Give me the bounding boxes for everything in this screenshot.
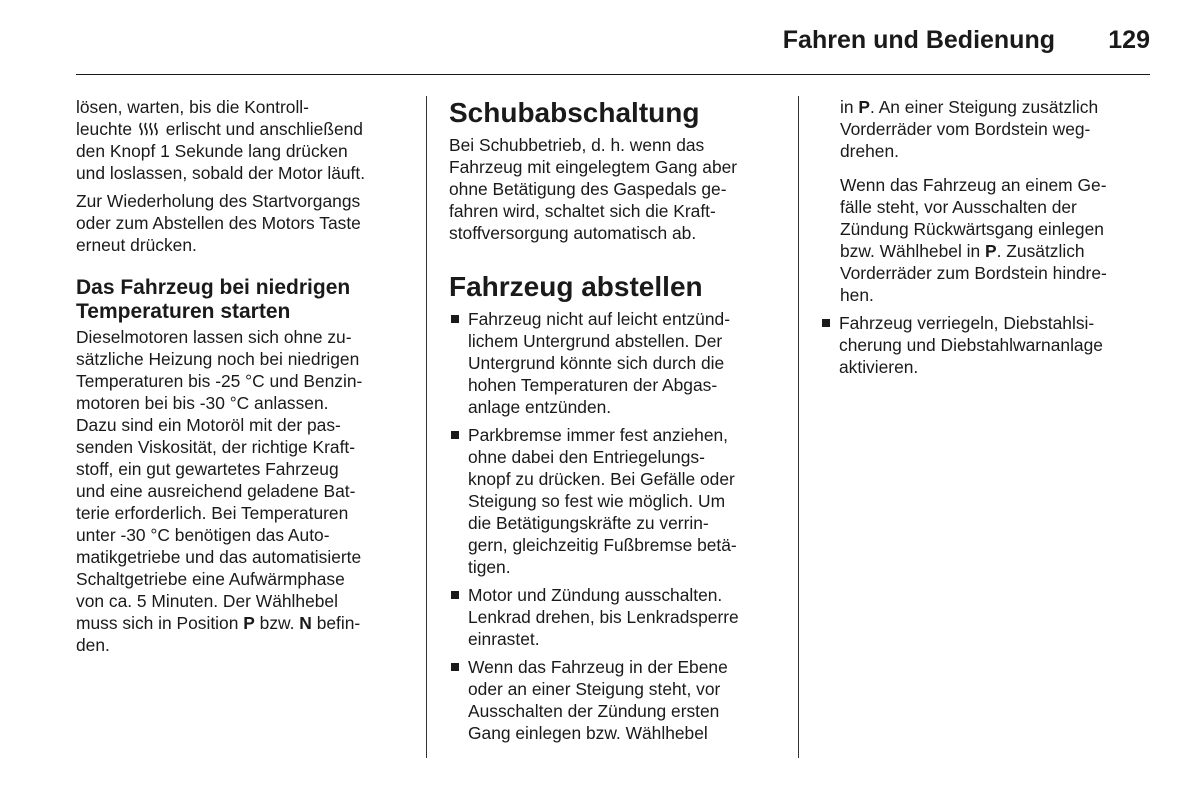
section-heading: Fahrzeug abstellen bbox=[449, 271, 703, 302]
text-span: . An einer Steigung zusätzlich bbox=[869, 97, 1099, 117]
text-line: stoffversorgung automatisch ab. bbox=[449, 223, 697, 243]
text-line: Temperaturen bis -25 °C und Benzin- bbox=[76, 371, 363, 391]
paragraph bbox=[76, 326, 406, 656]
text-line bbox=[840, 97, 1098, 117]
text-line: Dieselmotoren lassen sich ohne zu- bbox=[76, 327, 352, 347]
text-line: von ca. 5 Minuten. Der Wählhebel bbox=[76, 591, 338, 611]
text-line: und loslassen, sobald der Motor läuft. bbox=[76, 163, 366, 183]
bullet-item bbox=[449, 424, 779, 578]
text-line: terie erforderlich. Bei Temperaturen bbox=[76, 503, 349, 523]
text-line: Lenkrad drehen, bis Lenkradsperre bbox=[468, 607, 739, 627]
text-span: leuchte bbox=[76, 119, 133, 139]
text-span: bzw. bbox=[254, 613, 300, 633]
text-line: Schaltgetriebe eine Aufwärmphase bbox=[76, 569, 345, 589]
text-span: in bbox=[840, 97, 859, 117]
text-line: erneut drücken. bbox=[76, 235, 197, 255]
text-line bbox=[76, 613, 360, 633]
text-line: senden Viskosität, der richtige Kraft- bbox=[76, 437, 356, 457]
gear-position-p: P bbox=[858, 97, 870, 117]
text-line: lichem Untergrund abstellen. Der bbox=[468, 331, 723, 351]
text-line: lösen, warten, bis die Kontroll- bbox=[76, 97, 309, 117]
paragraph bbox=[820, 96, 1150, 162]
bullet-item bbox=[449, 656, 779, 744]
text-line: unter -30 °C benötigen das Auto- bbox=[76, 525, 330, 545]
text-line: fälle steht, vor Ausschalten der bbox=[840, 197, 1077, 217]
text-line: Motor und Zündung ausschalten. bbox=[468, 585, 723, 605]
text-line bbox=[840, 241, 1085, 261]
text-line: ohne dabei den Entriegelungs- bbox=[468, 447, 705, 467]
bullet-item bbox=[449, 308, 779, 418]
text-line: fahren wird, schaltet sich die Kraft- bbox=[449, 201, 716, 221]
bullet-item bbox=[449, 584, 779, 650]
text-line: und eine ausreichend geladene Bat- bbox=[76, 481, 356, 501]
text-line: drehen. bbox=[840, 141, 899, 161]
text-line: Parkbremse immer fest anziehen, bbox=[468, 425, 728, 445]
text-line: oder an einer Steigung steht, vor bbox=[468, 679, 721, 699]
text-span: erlischt und anschließend bbox=[165, 119, 363, 139]
bullet-square-icon bbox=[451, 431, 459, 439]
text-line: Bei Schubbetrieb, d. h. wenn das bbox=[449, 135, 705, 155]
text-span: . Zusätzlich bbox=[996, 241, 1085, 261]
paragraph bbox=[820, 174, 1150, 306]
bullet-square-icon bbox=[451, 591, 459, 599]
gear-position-p: P bbox=[243, 613, 255, 633]
text-line: den Knopf 1 Sekunde lang drücken bbox=[76, 141, 348, 161]
bullet-square-icon bbox=[451, 315, 459, 323]
text-line: Dazu sind ein Motoröl mit der pas- bbox=[76, 415, 341, 435]
text-line: Gang einlegen bzw. Wählhebel bbox=[468, 723, 708, 743]
paragraph bbox=[76, 96, 406, 184]
text-line: Vorderräder vom Bordstein weg- bbox=[840, 119, 1091, 139]
section-heading: Schubabschaltung bbox=[449, 97, 700, 128]
glow-plug-indicator-icon bbox=[138, 121, 160, 137]
text-line: hen. bbox=[840, 285, 874, 305]
gear-position-n: N bbox=[299, 613, 312, 633]
text-line: aktivieren. bbox=[839, 357, 919, 377]
text-line: Vorderräder zum Bordstein hindre- bbox=[840, 263, 1107, 283]
column-1 bbox=[76, 96, 406, 662]
bullet-square-icon bbox=[451, 663, 459, 671]
text-span: bzw. Wählhebel in bbox=[840, 241, 986, 261]
text-line: Fahrzeug nicht auf leicht entzünd- bbox=[468, 309, 730, 329]
text-line: hohen Temperaturen der Abgas- bbox=[468, 375, 718, 395]
text-line: einrastet. bbox=[468, 629, 540, 649]
text-line: den. bbox=[76, 635, 110, 655]
column-2 bbox=[449, 96, 779, 750]
text-line: ohne Betätigung des Gaspedals ge- bbox=[449, 179, 727, 199]
text-line: Fahrzeug mit eingelegtem Gang aber bbox=[449, 157, 738, 177]
text-line: anlage entzünden. bbox=[468, 397, 612, 417]
text-line: Zur Wiederholung des Startvorgangs bbox=[76, 191, 361, 211]
column-divider bbox=[426, 96, 427, 758]
text-line: Wenn das Fahrzeug an einem Ge- bbox=[840, 175, 1107, 195]
text-line: die Betätigungskräfte zu verrin- bbox=[468, 513, 709, 533]
text-line: stoff, ein gut gewartetes Fahrzeug bbox=[76, 459, 339, 479]
text-line: Zündung Rückwärtsgang einlegen bbox=[840, 219, 1104, 239]
heading-line: Temperaturen starten bbox=[76, 300, 291, 323]
text-line: Steigung so fest wie möglich. Um bbox=[468, 491, 726, 511]
page-number: 129 bbox=[1108, 26, 1150, 54]
text-line: gern, gleichzeitig Fußbremse betä- bbox=[468, 535, 737, 555]
text-line: oder zum Abstellen des Motors Taste bbox=[76, 213, 361, 233]
text-line bbox=[76, 119, 363, 139]
section-heading bbox=[76, 276, 406, 324]
text-line: tigen. bbox=[468, 557, 511, 577]
text-line: Ausschalten der Zündung ersten bbox=[468, 701, 720, 721]
gear-position-p: P bbox=[985, 241, 997, 261]
text-line: sätzliche Heizung noch bei niedrigen bbox=[76, 349, 360, 369]
column-3 bbox=[820, 96, 1150, 384]
header-rule bbox=[76, 74, 1150, 75]
bullet-item bbox=[820, 312, 1150, 378]
paragraph bbox=[76, 190, 406, 256]
header-title: Fahren und Bedienung bbox=[782, 26, 1055, 54]
text-line: Untergrund könnte sich durch die bbox=[468, 353, 725, 373]
text-line: cherung und Diebstahlwarnanlage bbox=[839, 335, 1103, 355]
text-span: befin- bbox=[311, 613, 361, 633]
bullet-square-icon bbox=[822, 319, 830, 327]
heading-line: Das Fahrzeug bei niedrigen bbox=[76, 276, 351, 299]
column-divider bbox=[798, 96, 799, 758]
text-line: matikgetriebe und das automatisierte bbox=[76, 547, 362, 567]
text-line: motoren bei bis -30 °C anlassen. bbox=[76, 393, 329, 413]
text-line: knopf zu drücken. Bei Gefälle oder bbox=[468, 469, 735, 489]
text-line: Fahrzeug verriegeln, Diebstahlsi- bbox=[839, 313, 1095, 333]
text-line: Wenn das Fahrzeug in der Ebene bbox=[468, 657, 728, 677]
paragraph bbox=[449, 134, 779, 244]
text-span: muss sich in Position bbox=[76, 613, 244, 633]
